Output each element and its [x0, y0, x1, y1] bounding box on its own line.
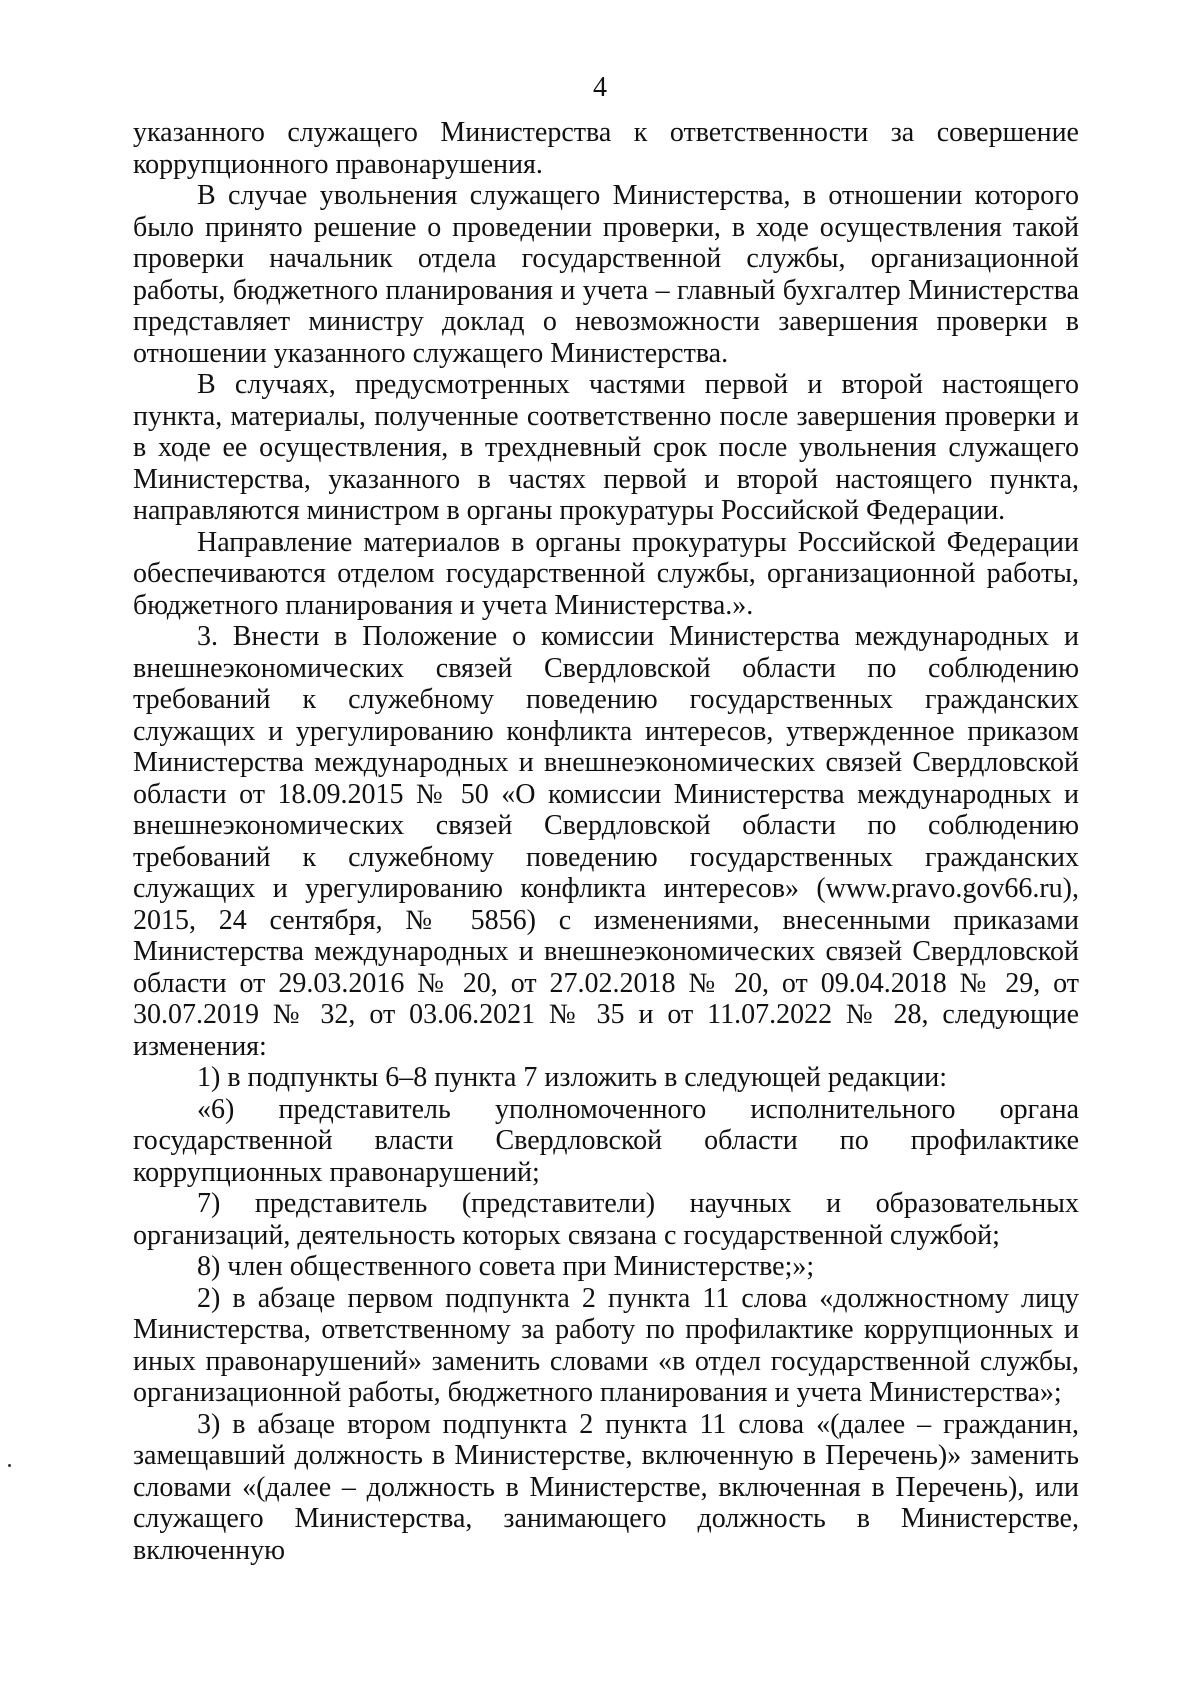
paragraph-subitem-8: 8) член общественного совета при Министерстве;»; [197, 1251, 815, 1282]
paragraph-subitem-7: 7) представитель (представители) научных и образовательных организаций, деятельность которых связана с государственной службой; [133, 1188, 1079, 1251]
scan-artifact-dot [8, 1464, 11, 1467]
paragraph-materials-transfer: В случаях, предусмотренных частями первой и второй настоящего пункта, материалы, полученные соответственно после завершения проверки и в ходе ее осуществления, в трехдневный срок после увольнения служащего Министерства, указанного в частях первой и второй настоящего пункта, направляются министром в органы прокуратуры Российской Федерации. [133, 369, 1079, 526]
paragraph-subitem-3: 3) в абзаце втором подпункта 2 пункта 11 слова «(далее – гражданин, замещавший должность в Министерстве, включенную в Перечень)» заменить словами «(далее – должность в Министерстве, включенная в Перечень), или служащего Министерства, занимающего должность в Министерстве, включенную [133, 1408, 1079, 1566]
paragraph-subitem-6: «6) представитель уполномоченного исполнительного органа государственной власти Свердловской области по профилактике коррупционных правонарушений; [133, 1093, 1079, 1188]
paragraph-item-3: 3. Внести в Положение о комиссии Министерства международных и внешнеэкономических связей Свердловской области по соблюдению требований к служебному поведению государственных гражданских служащих и урегулированию конфликта интересов, утвержденное приказом Министерства международных и внешнеэкономических связей Свердловской области от 18.09.2015 № 50 «О комиссии Министерства международных и внешнеэкономических связей Свердловской области по соблюдению требований к служебному поведению государственных гражданских служащих и урегулированию конфликта интересов» (www.pravo.gov66.ru), 2015, 24 сентября, № 5856) с изменениями, внесенными приказами Министерства международных и внешнеэкономических связей Свердловской области от 29.03.2016 № 20, от 27.02.2018 № 20, от 09.04.2018 № 29, от 30.07.2019 № 32, от 03.06.2021 № 35 и от 11.07.2022 № 28, следующие изменения: [133, 621, 1079, 1062]
paragraph-continuation: указанного служащего Министерства к ответственности за совершение коррупционного правонарушения. [133, 117, 1079, 180]
paragraph-prosecution-sending: Направление материалов в органы прокуратуры Российской Федерации обеспечиваются отделом государственной службы, организационной работы, бюджетного планирования и учета Министерства.». [133, 526, 1079, 621]
document-body [133, 117, 1079, 1566]
paragraph-subitem-1: 1) в подпункты 6–8 пункта 7 изложить в следующей редакции: [197, 1062, 947, 1093]
page-number: 4 [593, 72, 607, 103]
paragraph-subitem-2: 2) в абзаце первом подпункта 2 пункта 11 слова «должностному лицу Министерства, ответственному за работу по профилактике коррупционных и иных правонарушений» заменить словами «в отдел государственной службы, организационной работы, бюджетного планирования и учета Министерства»; [133, 1282, 1079, 1408]
paragraph-dismissal-report: В случае увольнения служащего Министерства, в отношении которого было принято решение о проведении проверки, в ходе осуществления такой проверки начальник отдела государственной службы, организационной работы, бюджетного планирования и учета – главный бухгалтер Министерства представляет министру доклад о невозможности завершения проверки в отношении указанного служащего Министерства. [133, 180, 1079, 369]
